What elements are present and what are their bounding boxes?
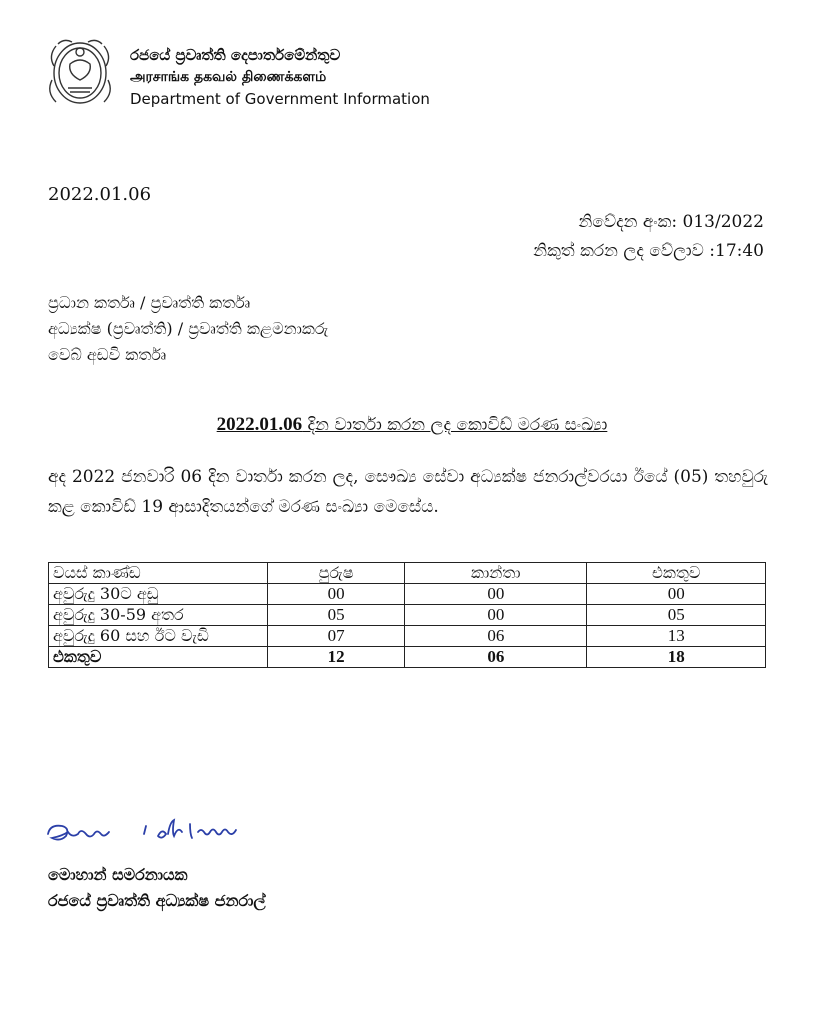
department-name-english: Department of Government Information [130,90,430,108]
department-name-sinhala: රජයේ ප්‍රවෘත්ති දෙපාර්තමේන්තුව [130,46,341,64]
government-emblem-seal [44,36,116,110]
table-row [49,584,766,605]
male-count-cell: 07 [268,626,405,647]
total-count-cell: 13 [587,626,766,647]
deaths-table [48,562,766,668]
total-label-cell: එකතුව [49,647,268,668]
grand-total-cell: 18 [587,647,766,668]
column-header: වයස් කාණ්ඩ [49,563,268,584]
male-count-cell: 00 [268,584,405,605]
age-group-cell: අවුරුදු 60 සහ ඊට වැඩි [49,626,268,647]
column-header: එකතුව [587,563,766,584]
male-total-cell: 12 [268,647,405,668]
female-count-cell: 00 [405,584,587,605]
document-date: 2022.01.06 [48,184,152,205]
release-reference [533,208,764,266]
body-paragraph: අද 2022 ජනවාරි 06 දින වාර්තා කරන ලද, සෞඛ්‍ය සේවා අධ්‍යක්ෂ ජනරාල්වරයා ඊයේ (05) තහවුරු කළ කොවිඩ් 19 ආසාදිතයන්ගේ මරණ සංඛ්‍යා මෙසේය. [48,467,768,517]
table-row [49,626,766,647]
signatory-name: මොහාන් සමරනායක [48,865,188,884]
total-count-cell: 05 [587,605,766,626]
female-count-cell: 00 [405,605,587,626]
heading-text: දින වාර්තා කරන ලද කොවිඩ් මරණ සංඛ්‍යා [302,415,608,435]
recipient-line: වෙබ් අඩවි කර්තෘ [48,345,167,364]
table-row [49,605,766,626]
table-total-row [49,647,766,668]
release-time: නිකුත් කරන ලද වේලාව :17:40 [533,241,764,261]
table-header-row [49,563,766,584]
female-count-cell: 06 [405,626,587,647]
female-total-cell: 06 [405,647,587,668]
male-count-cell: 05 [268,605,405,626]
total-count-cell: 00 [587,584,766,605]
recipients-list [48,290,328,368]
recipient-line: අධ්‍යක්ෂ (ප්‍රවෘත්ති) / ප්‍රවෘත්ති කළමනාකරු [48,319,329,338]
department-name-tamil: அரசாங்க தகவல் திணைக்களம் [130,69,327,85]
heading-date: 2022.01.06 [216,414,303,435]
signatory-block [48,862,266,914]
signatory-title: රජයේ ප්‍රවෘත්ති අධ්‍යක්ෂ ජනරාල් [48,891,266,910]
letterhead-department [130,44,430,110]
age-group-cell: අවුරුදු 30-59 අතර [49,605,268,626]
release-number: නිවේදන අංක: 013/2022 [578,212,764,232]
recipient-line: ප්‍රධාන කර්තෘ / ප්‍රවෘත්ති කර්තෘ [48,293,251,312]
handwritten-signature [40,814,260,854]
column-header: පුරුෂ [268,563,405,584]
document-heading [0,414,824,436]
age-group-cell: අවුරුදු 30ට අඩු [49,584,268,605]
column-header: කාන්තා [405,563,587,584]
